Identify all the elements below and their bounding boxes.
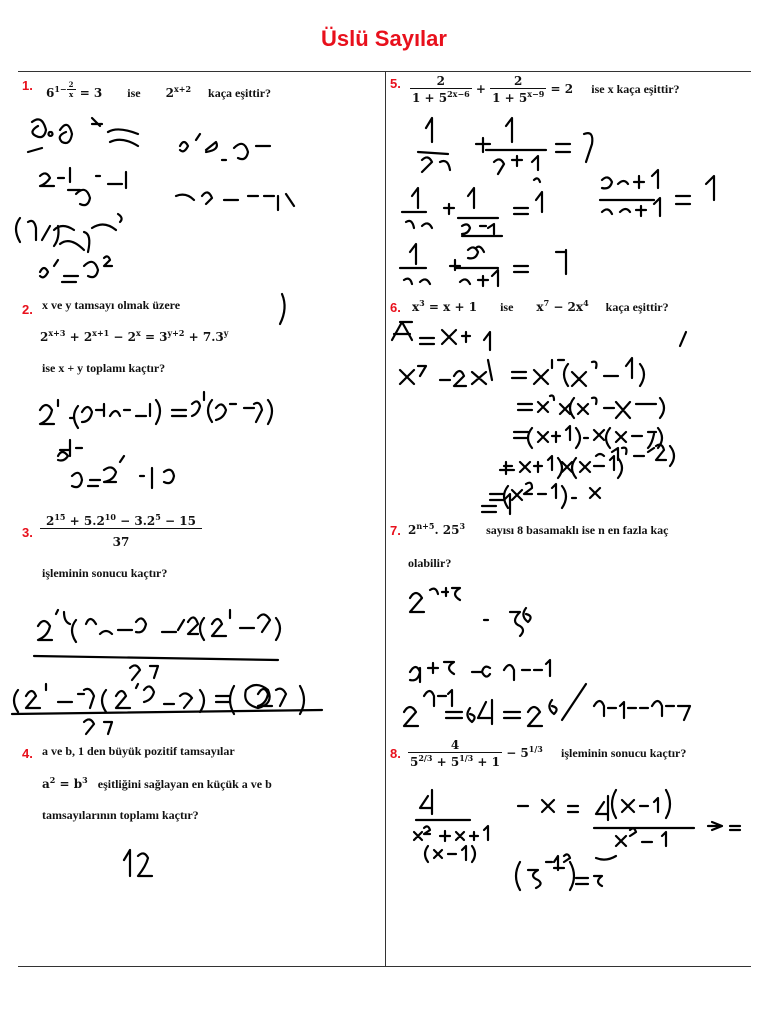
question-2-line3: ise x + y toplamı kaçtır? <box>42 361 166 375</box>
question-number: 7. <box>390 523 401 538</box>
question-2-line1: x ve y tamsayı olmak üzere <box>42 298 181 312</box>
question-4-line3: tamsayılarının toplamı kaçtır? <box>42 808 199 822</box>
question-4-line1: a ve b, 1 den büyük pozitif tamsayılar <box>42 744 235 758</box>
question-number: 8. <box>390 746 401 761</box>
question-number: 1. <box>22 78 33 93</box>
question-1-text: $6^{1- \frac{2}{x}}$ = 3 ise $2^{x+2}$ kaça eşittir? <box>46 80 272 100</box>
handwriting-q4 <box>124 850 152 876</box>
question-number: 4. <box>22 746 33 761</box>
question-number: 3. <box>22 525 33 540</box>
handwriting-q5 <box>400 118 714 286</box>
handwriting-q3 <box>12 610 322 734</box>
question-3-line2: işleminin sonucu kaçtır? <box>42 566 168 580</box>
page-title: Üslü Sayılar <box>321 26 447 51</box>
handwriting-q6 <box>392 322 686 514</box>
question-number: 2. <box>22 302 33 317</box>
question-7-text: $2^{n+5}$. $25^3$ sayısı 8 basamaklı ise n en fazla kaç <box>408 521 669 537</box>
handwriting-q1 <box>16 118 294 282</box>
question-2-equation: $2^{x+3} + 2^{x+1} - 2^x = 3^{y+2} + 7.3^y$ <box>40 328 229 344</box>
question-5-equation: $\frac{2}{1 + 5^{2x-6}}$ + $\frac{2}{1 + 5^{x-9}}$ = 2 ise x kaça eşittir? <box>412 74 680 105</box>
handwriting-q2 <box>40 294 285 488</box>
handwriting-q8 <box>414 790 740 890</box>
handwriting-q7 <box>404 588 690 726</box>
question-number: 5. <box>390 76 401 91</box>
question-6-text: $x^3 = x + 1$ ise $x^7 - 2x^4$ kaça eşittir? <box>412 298 669 314</box>
question-3-fraction: $\frac{2^{15} + 5.2^{10} - 3.2^5 - 15}{37}$ <box>40 512 202 549</box>
question-7-line2: olabilir? <box>408 556 452 570</box>
question-number: 6. <box>390 300 401 315</box>
question-4-line2: $a^2 = b^3$ eşitliğini sağlayan en küçük a ve b <box>42 775 272 791</box>
question-8-equation: $\frac{4}{5^{2/3} + 5^{1/3} + 1}$ − $5^{1/3}$ işleminin sonucu kaçtır? <box>410 738 687 769</box>
